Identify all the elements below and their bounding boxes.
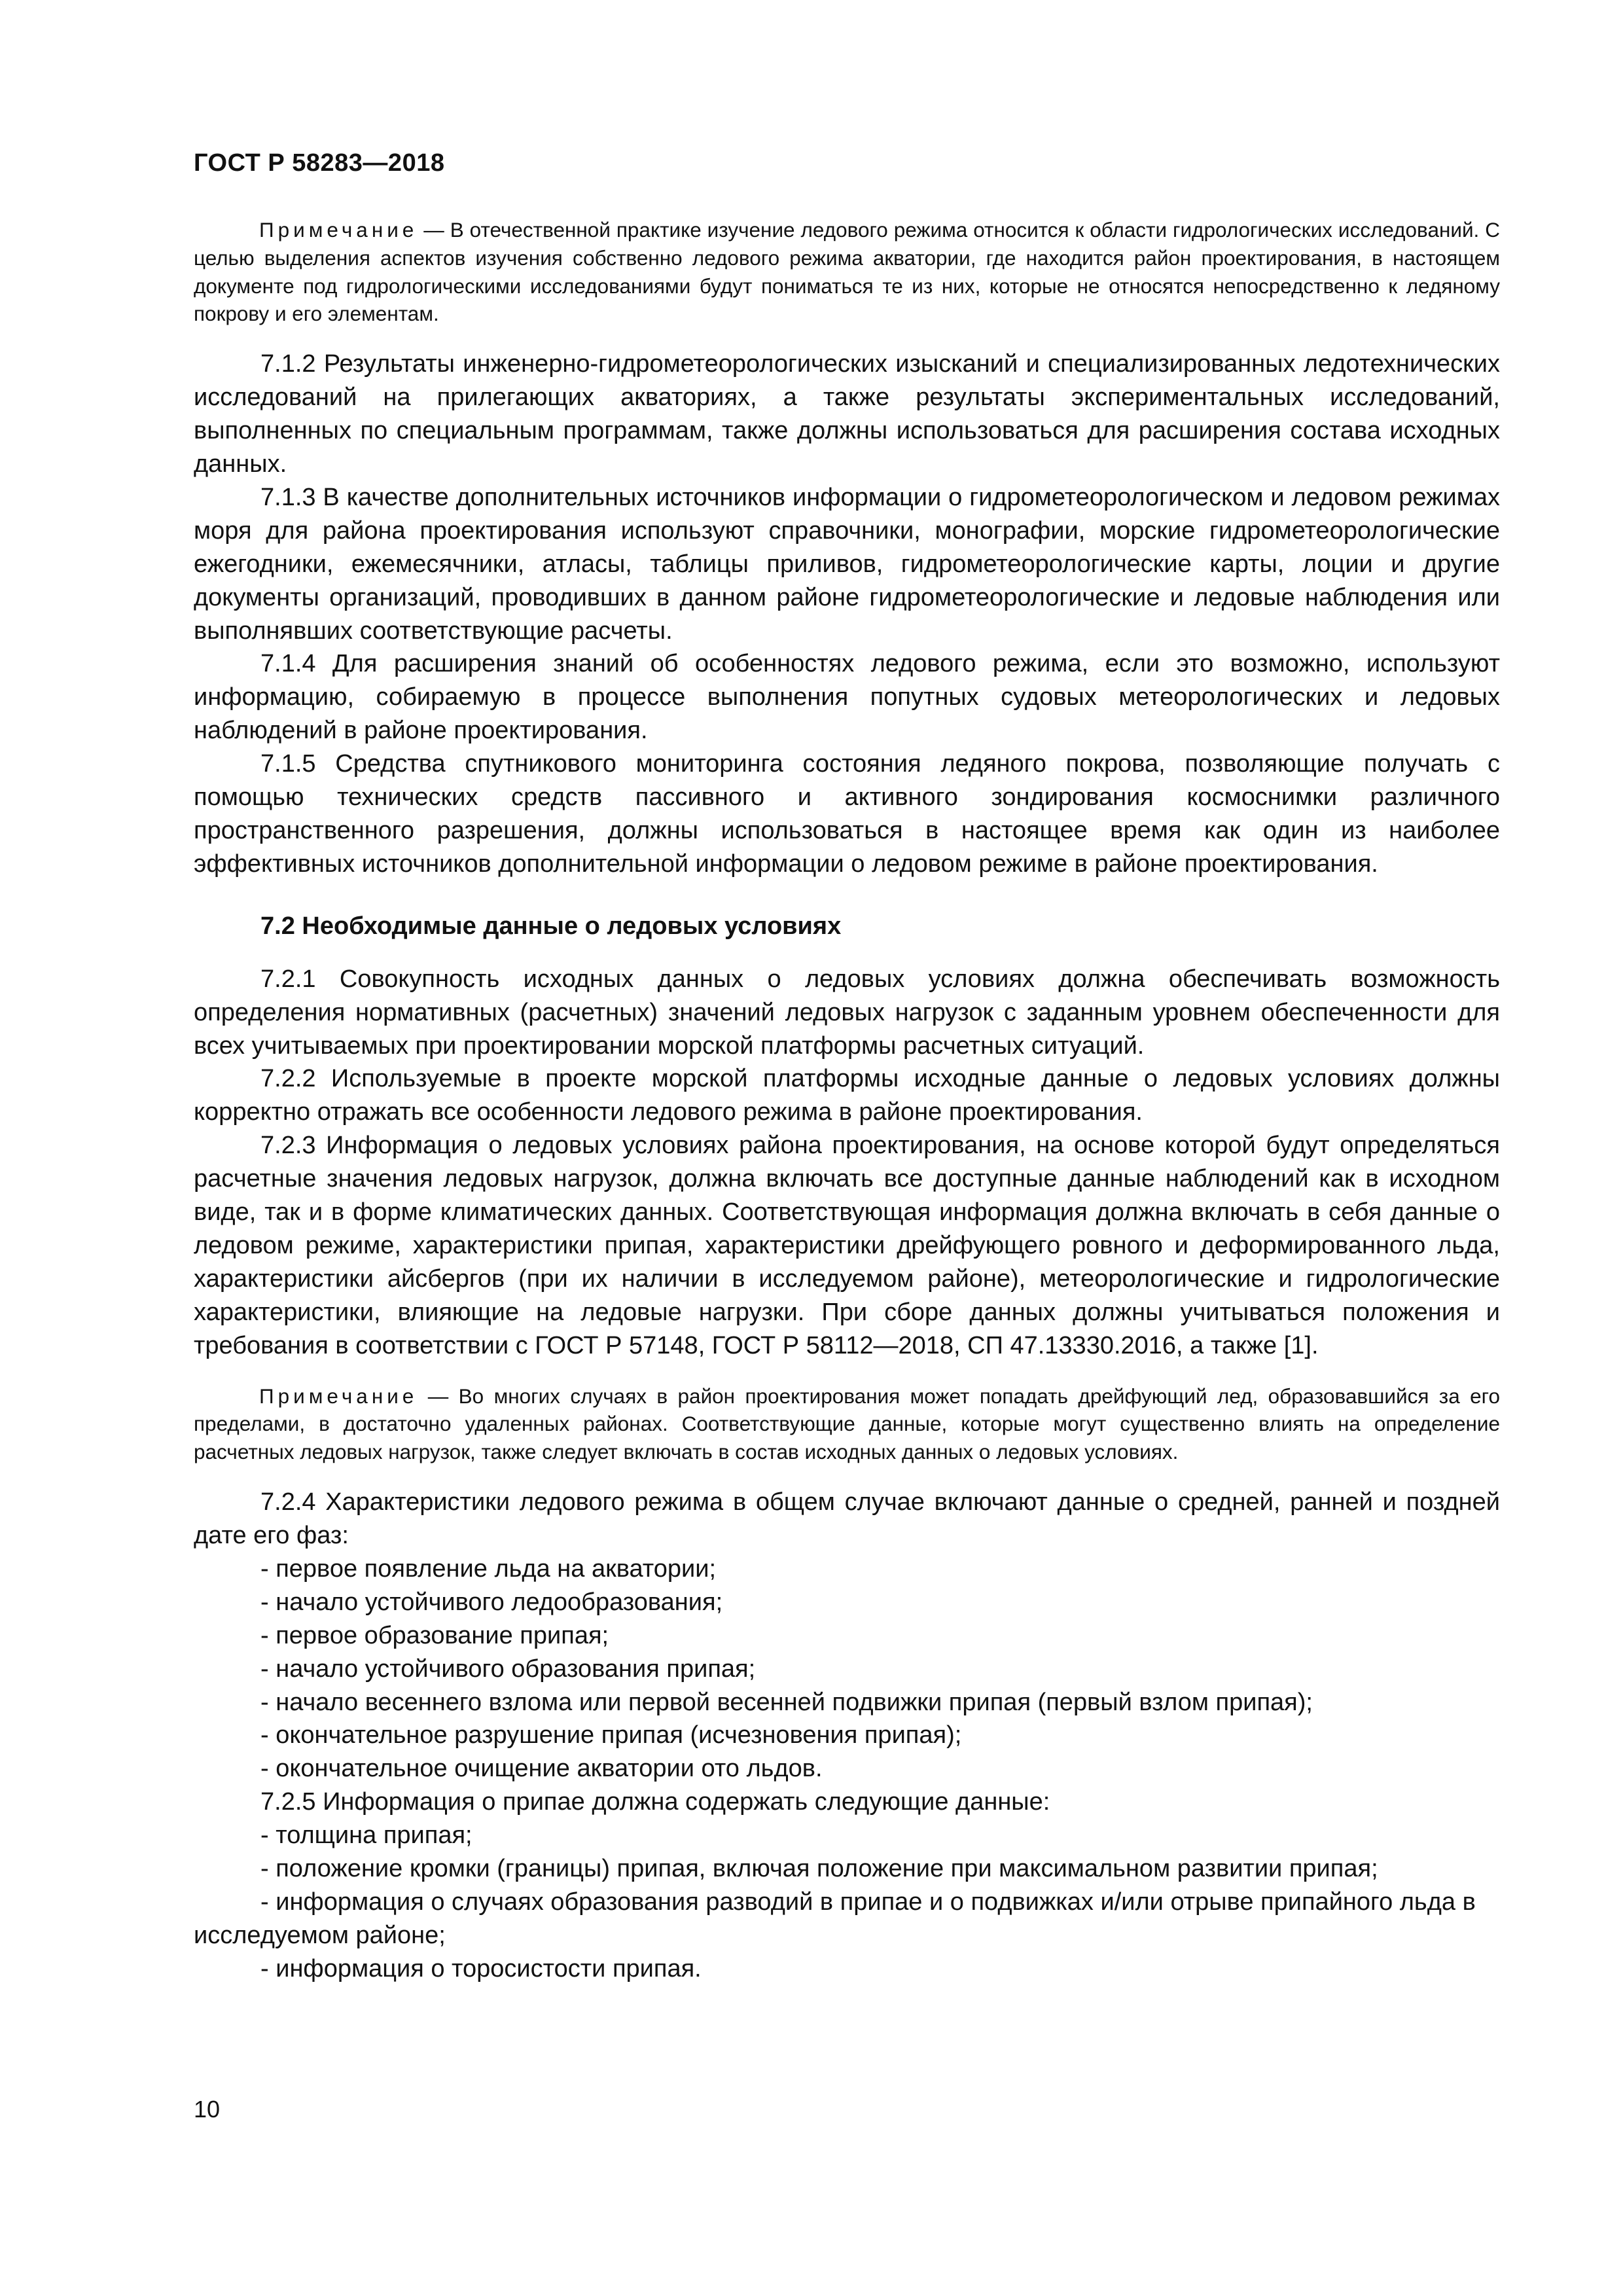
page-number: 10 <box>194 2096 221 2123</box>
note-label: Примечание <box>259 218 418 242</box>
list-item: - информация о торосистости припая. <box>260 1954 702 1982</box>
list-item: - информация о случаях образования разводий в припае и о подвижках и/или отрыве припайного льда в исследуемом районе; <box>194 1888 1476 1949</box>
list-item: - начало устойчивого ледообразования; <box>260 1588 723 1616</box>
page-body <box>194 216 1500 1986</box>
list-item: - окончательное разрушение припая (исчезновения припая); <box>260 1721 962 1749</box>
note-1 <box>194 216 1500 328</box>
list-item: - начало устойчивого образования припая; <box>260 1655 756 1683</box>
section-7-2-title: 7.2 Необходимые данные о ледовых условиях <box>260 912 842 940</box>
paragraph-7-2-1: 7.2.1 Совокупность исходных данных о ледовых условиях должна обеспечивать возможность определения нормативных (расчетных) значений ледовых нагрузок с заданным уровнем обеспеченности для всех учитываемых при проектировании морской платформы расчетных ситуаций. <box>194 965 1500 1060</box>
note-dash: — <box>418 1384 459 1408</box>
paragraph-7-2-4: 7.2.4 Характеристики ледового режима в общем случае включают данные о средней, ранней и поздней дате его фаз: <box>194 1488 1500 1549</box>
note-label: Примечание <box>259 1384 418 1408</box>
note-2 <box>194 1382 1500 1466</box>
list-item: - первое появление льда на акватории; <box>260 1554 717 1583</box>
note-1-text: В отечественной практике изучение ледового режима относится к области гидрологических исследований. С целью выделения аспектов изучения собственно ледового режима акватории, где находится район проектирования, в настоящем документе под гидрологическими исследованиями будут пониматься те из них, которые не относятся непосредственно к ледяному покрову и его элементам. <box>194 218 1500 326</box>
list-item: - окончательное очищение акватории ото льдов. <box>260 1755 823 1783</box>
paragraph-7-1-4: 7.1.4 Для расширения знаний об особенностях ледового режима, если это возможно, используют информацию, собираемую в процессе выполнения попутных судовых метеорологических и ледовых наблюдений в районе проектирования. <box>194 650 1500 745</box>
list-item: - толщина припая; <box>260 1821 473 1850</box>
list-item: - положение кромки (границы) припая, включая положение при максимальном развитии припая; <box>260 1855 1378 1883</box>
list-item: - начало весеннего взлома или первой весенней подвижки припая (первый взлом припая); <box>260 1688 1313 1716</box>
paragraph-7-2-2: 7.2.2 Используемые в проекте морской платформы исходные данные о ледовых условиях должны корректно отражать все особенности ледового режима в районе проектирования. <box>194 1065 1500 1126</box>
paragraph-7-1-3: 7.1.3 В качестве дополнительных источников информации о гидрометеорологическом и ледовом режимах моря для района проектирования используют справочники, монографии, морские гидрометеорологические ежегодники, ежемесячники, атласы, таблицы приливов, гидрометеорологические карты, лоции и другие документы организаций, проводивших в данном районе гидрометеорологические и ледовые наблюдения или выполнявших соответствующие расчеты. <box>194 483 1500 645</box>
note-2-text: Во многих случаях в район проектирования может попадать дрейфующий лед, образовавшийся за его пределами, в достаточно удаленных районах. Соответствующие данные, которые могут существенно влиять на определение расчетных ледовых нагрузок, также следует включать в состав исходных данных о ледовых условиях. <box>194 1384 1500 1464</box>
note-dash: — <box>418 218 450 242</box>
list-item: - первое образование припая; <box>260 1621 609 1649</box>
paragraph-7-1-2: 7.1.2 Результаты инженерно-гидрометеорологических изысканий и специализированных ледотехнических исследований на прилегающих акваториях, а также результаты экспериментальных исследований, выполненных по специальным программам, также должны использоваться для расширения состава исходных данных. <box>194 350 1500 478</box>
paragraph-7-2-5: 7.2.5 Информация о припае должна содержать следующие данные: <box>260 1788 1050 1816</box>
document-header: ГОСТ Р 58283—2018 <box>194 149 445 177</box>
paragraph-7-1-5: 7.1.5 Средства спутникового мониторинга состояния ледяного покрова, позволяющие получать с помощью технических средств пассивного и активного зондирования космоснимки различного пространственного разрешения, должны использоваться в настоящее время как один из наиболее эффективных источников дополнительной информации о ледовом режиме в районе проектирования. <box>194 750 1500 878</box>
paragraph-7-2-3: 7.2.3 Информация о ледовых условиях района проектирования, на основе которой будут определяться расчетные значения ледовых нагрузок, должна включать все доступные данные наблюдений как в исходном виде, так и в форме климатических данных. Соответствующая информация должна включать в себя данные о ледовом режиме, характеристики припая, характеристики дрейфующего ровного и деформированного льда, характеристики айсбергов (при их наличии в исследуемом районе), метеорологические и гидрологические характеристики, влияющие на ледовые нагрузки. При сборе данных должны учитываться положения и требования в соответствии с ГОСТ Р 57148, ГОСТ Р 58112—2018, СП 47.13330.2016, а также [1]. <box>194 1132 1500 1359</box>
